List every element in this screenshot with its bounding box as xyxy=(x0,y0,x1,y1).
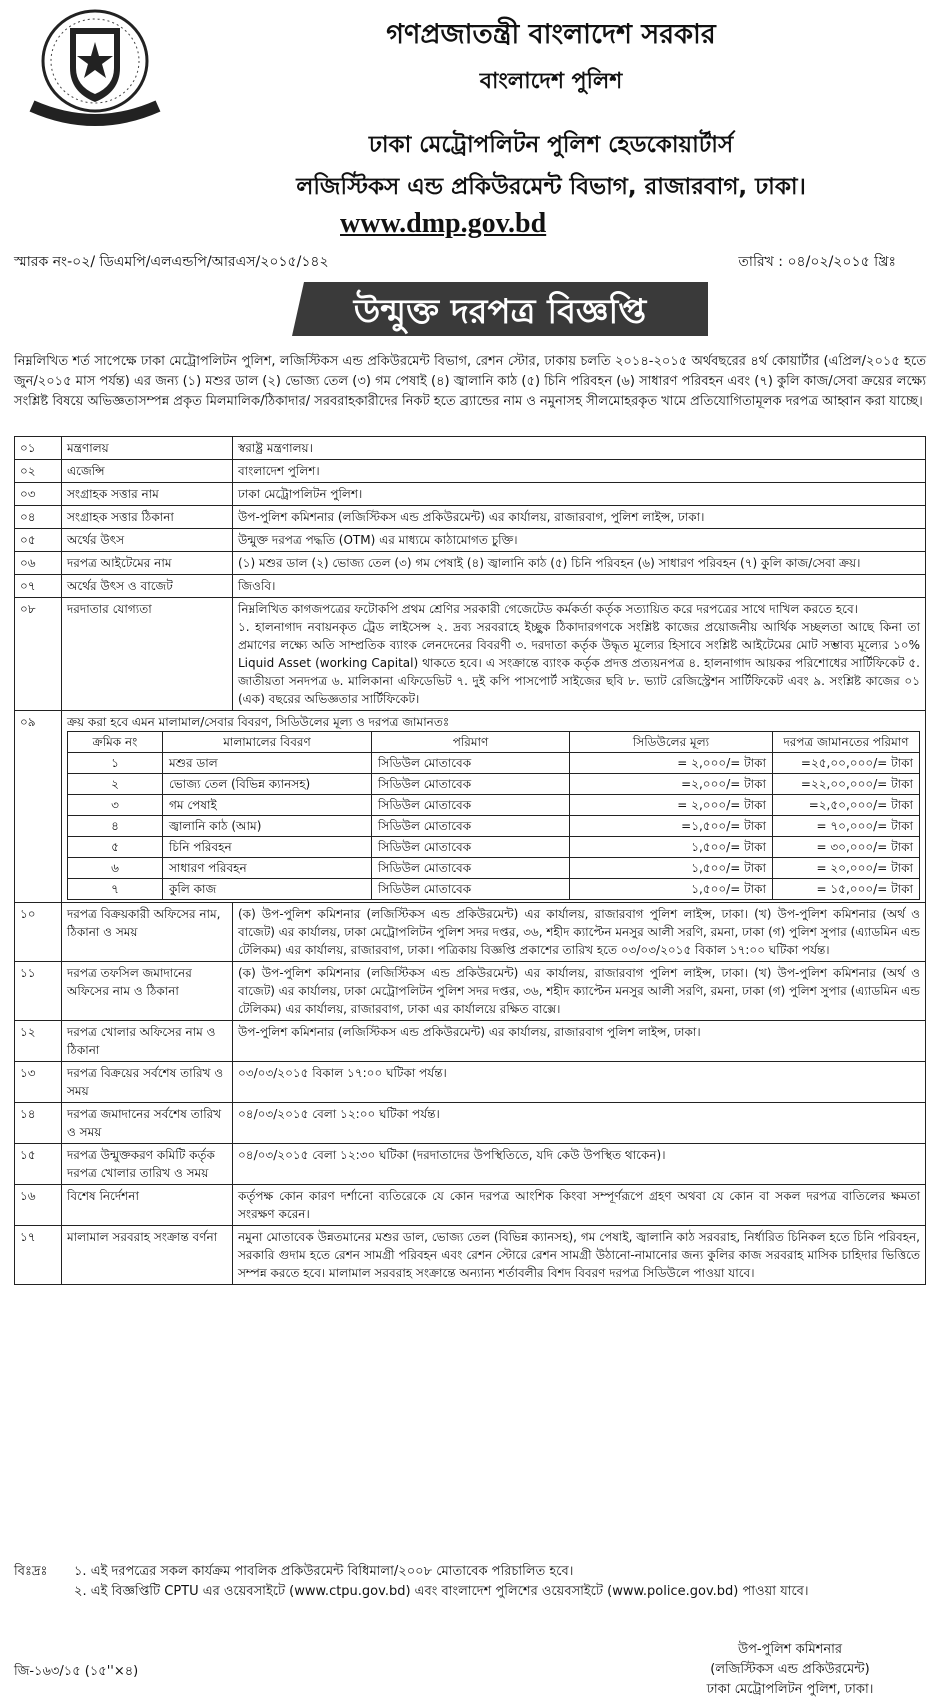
schedule-caption: ক্রয় করা হবে এমন মালামাল/সেবার বিবরণ, সিডিউলের মূল্য ও দরপত্র জামানতঃ xyxy=(67,715,450,729)
note-item: ১. এই দরপত্রের সকল কার্যক্রম পাবলিক প্রকিউরমেন্ট বিধিমালা/২০০৮ মোতাবেক পরিচালিত হবে। xyxy=(74,1564,574,1579)
security-cell: =২২,০০,০০০/= টাকা xyxy=(773,774,920,795)
row-label: অর্থের উৎস xyxy=(62,529,233,552)
row-label: অর্থের উৎস ও বাজেট xyxy=(62,575,233,598)
row-label: দরপত্র খোলার অফিসের নাম ও ঠিকানা xyxy=(62,1021,233,1062)
table-row xyxy=(15,1226,926,1285)
item-cell: জ্বালানি কাঠ (আম) xyxy=(163,816,372,837)
quantity-cell: সিডিউল মোতাবেক xyxy=(372,858,570,879)
table-row xyxy=(15,437,926,460)
row-label: সংগ্রাহক সত্তার নাম xyxy=(62,483,233,506)
row-value: উন্মুক্ত দরপত্র পদ্ধতি (OTM) এর মাধ্যমে কাঠামোগত চুক্তি। xyxy=(233,529,926,552)
eligibility-documents: ১. হালনাগাদ নবায়নকৃত ট্রেড লাইসেন্স ২. দ্রব্য সরবরাহে ইচ্ছুক ঠিকাদারগণকে সংশ্লিষ্ট কাজের প্রয়োজনীয় আর্থিক সচ্ছলতা আছে কিনা তা প্রমাণের লক্ষ্যে অতি সাম্প্রতিক ব্যাংক লেনদেনের বিবরণী ৩. দরদাতা কর্তৃক উদ্ধৃত মূল্যের হিসাবে সংশ্লিষ্ট আইটেমের মোট সম্ভাব্য মূল্যের ১০% Liquid Asset (working Capital) থাকতে হবে। এ সংক্রান্তে ব্যাংক কর্তৃক প্রদত্ত প্রত্যয়নপত্র ৪. হালনাগাদ আয়কর পরিশোধের সার্টিফিকেট ৫. জাতীয়তা সনদপত্র ৬. মালিকানা এফিডেভিট ৭. দুই কপি পাসপোর্ট সাইজের ছবি ৮. ভ্যাট রেজিস্ট্রেশন সার্টিফিকেট এবং ৯. সংশ্লিষ্ট কাজের ০১ (এক) বছরের অভিজ্ঞতার সার্টিফিকেট। xyxy=(238,620,920,706)
security-cell: =২,৫০,০০০/= টাকা xyxy=(773,795,920,816)
website-link[interactable]: www.dmp.gov.bd xyxy=(340,208,547,239)
table-row xyxy=(15,1021,926,1062)
col-header-quantity: পরিমাণ xyxy=(372,732,570,753)
notice-date: তারিখ : ০৪/০২/২০১৫ খ্রিঃ xyxy=(738,254,896,270)
serial-cell: ৬ xyxy=(68,858,163,879)
notes-body xyxy=(74,1562,926,1602)
schedule-row xyxy=(68,816,920,837)
quantity-cell: সিডিউল মোতাবেক xyxy=(372,774,570,795)
schedule-price-cell: =২,০০০/= টাকা xyxy=(570,774,773,795)
col-header-item: মালামালের বিবরণ xyxy=(163,732,372,753)
table-row xyxy=(15,1062,926,1103)
schedule-price-cell: ১,৫০০/= টাকা xyxy=(570,837,773,858)
serial-cell: ৪ xyxy=(68,816,163,837)
table-row xyxy=(15,575,926,598)
table-row xyxy=(15,598,926,711)
dmp-logo xyxy=(20,6,170,134)
row-label: দরদাতার যোগ্যতা xyxy=(62,598,233,711)
police-title: বাংলাদেশ পুলিশ xyxy=(479,69,623,94)
schedule-price-cell: = ২,০০০/= টাকা xyxy=(570,795,773,816)
item-cell: মশুর ডাল xyxy=(163,753,372,774)
row-value: জিওবি। xyxy=(233,575,926,598)
row-value: কর্তৃপক্ষ কোন কারণ দর্শানো ব্যতিরেকে যে কোন দরপত্র আংশিক কিংবা সম্পূর্ণরূপে গ্রহণ অথবা যে কোন বা সকল দরপত্র বাতিলের ক্ষমতা সংরক্ষণ করেন। xyxy=(233,1185,926,1226)
row-value: (ক) উপ-পুলিশ কমিশনার (লজিস্টিকস এন্ড প্রকিউরমেন্ট) এর কার্যালয়, রাজারবাগ পুলিশ লাইন্স, ঢাকা। (খ) উপ-পুলিশ কমিশনার (অর্থ ও বাজেট) এর কার্যালয়, ঢাকা মেট্রোপলিটন পুলিশ সদর দপ্তর, ৩৬, শহীদ ক্যাপ্টেন মনসুর আলী সরণি, রমনা, ঢাকা (গ) পুলিশ সুপার (এ্যাডমিন এন্ড টেলিকম) এর কার্যালয়, রাজারবাগ, ঢাকা এর কার্যালয়ে রক্ষিত বাক্সে। xyxy=(233,962,926,1021)
schedule-body xyxy=(68,753,920,900)
row-value: (ক) উপ-পুলিশ কমিশনার (লজিস্টিকস এন্ড প্রকিউরমেন্ট) এর কার্যালয়, রাজারবাগ পুলিশ লাইন্স, ঢাকা। (খ) উপ-পুলিশ কমিশনার (অর্থ ও বাজেট) এর কার্যালয়, ঢাকা মেট্রোপলিটন পুলিশ সদর দপ্তর, ৩৬, শহীদ ক্যাপ্টেন মনসুর আলী সরণি, রমনা, ঢাকা (গ) পুলিশ সুপার (এ্যাডমিন এন্ড টেলিকম) এর কার্যালয়, রাজারবাগ, ঢাকা। পত্রিকায় বিজ্ঞপ্তি প্রকাশের তারিখ হতে ০৩/০৩/২০১৫ বিকাল ১৭:০০ ঘটিকা পর্যন্ত। xyxy=(233,903,926,962)
col-header-schedule-price: সিডিউলের মূল্য xyxy=(570,732,773,753)
row-number: ০৯ xyxy=(15,711,62,903)
security-cell: = ৩০,০০০/= টাকা xyxy=(773,837,920,858)
tender-details-table xyxy=(14,436,926,1285)
eligibility-intro: নিম্নলিখিত কাগজপত্রের ফটোকপি প্রথম শ্রেণির সরকারী গেজেটেড কর্মকর্তা কর্তৃক সত্যায়িত করে দরপত্রের সাথে দাখিল করতে হবে। xyxy=(238,602,858,616)
col-header-serial: ক্রমিক নং xyxy=(68,732,163,753)
row-number: ১৪ xyxy=(15,1103,62,1144)
quantity-cell: সিডিউল মোতাবেক xyxy=(372,795,570,816)
row-label: সংগ্রাহক সত্তার ঠিকানা xyxy=(62,506,233,529)
item-cell: ভোজ্য তেল (বিভিন্ন ক্যানসহ) xyxy=(163,774,372,795)
notes-heading: বিঃদ্রঃ xyxy=(14,1564,48,1579)
row-value: ০৪/০৩/২০১৫ বেলা ১২:৩০ ঘটিকা (দরদাতাদের উপস্থিতিতে, যদি কেউ উপস্থিত থাকেন)। xyxy=(233,1144,926,1185)
row-value: ০৪/০৩/২০১৫ বেলা ১২:০০ ঘটিকা পর্যন্ত। xyxy=(233,1103,926,1144)
row-value: ০৩/০৩/২০১৫ বিকাল ১৭:০০ ঘটিকা পর্যন্ত। xyxy=(233,1062,926,1103)
banner-title: উন্মুক্ত দরপত্র বিজ্ঞপ্তি xyxy=(353,292,647,332)
security-cell: =২৫,০০,০০০/= টাকা xyxy=(773,753,920,774)
row-label: দরপত্র বিক্রয়ের সর্বশেষ তারিখ ও সময় xyxy=(62,1062,233,1103)
item-cell: কুলি কাজ xyxy=(163,879,372,900)
row-label: দরপত্র জমাদানের সর্বশেষ তারিখ ও সময় xyxy=(62,1103,233,1144)
row-number: ০২ xyxy=(15,460,62,483)
row-number: ০১ xyxy=(15,437,62,460)
table-row xyxy=(15,1103,926,1144)
row-value: (১) মশুর ডাল (২) ভোজ্য তেল (৩) গম পেষাই (৪) জ্বালানি কাঠ (৫) চিনি পরিবহন (৬) সাধারণ পরিবহন (৭) কুলি কাজ/সেবা ক্রয়। xyxy=(233,552,926,575)
table-row xyxy=(15,483,926,506)
memo-number: স্মারক নং-০২/ ডিএমপি/এলএন্ডপি/আরএস/২০১৫/১৪২ xyxy=(14,254,329,270)
row-number: ১৫ xyxy=(15,1144,62,1185)
schedule-row xyxy=(68,795,920,816)
footer-reference: জি-১৬৩/১৫ (১৫''×৪) xyxy=(14,1664,139,1679)
item-cell: সাধারণ পরিবহন xyxy=(163,858,372,879)
row-value: নমুনা মোতাবেক উন্নতমানের মশুর ডাল, ভোজ্য তেল (বিভিন্ন ক্যানসহ), গম পেষাই, জ্বালানি কাঠ সরবরাহ, নির্ধারিত চিনিকল হতে চিনি পরিবহন, সরকারি গুদাম হতে রেশন সামগ্রী পরিবহন এবং রেশন স্টোরে রেশন সামগ্রী উঠানো-নামানোর জন্য কুলির কাজ সরবরাহ মাসিক চাহিদার ভিত্তিতে সম্পন্ন করতে হবে। মালামাল সরবরাহ সংক্রান্তে অন্যান্য শর্তাবলীর বিশদ বিবরণ দরপত্র সিডিউলে পাওয়া যাবে। xyxy=(233,1226,926,1285)
serial-cell: ১ xyxy=(68,753,163,774)
row-value: বাংলাদেশ পুলিশ। xyxy=(233,460,926,483)
schedule-row xyxy=(68,774,920,795)
row-label: দরপত্র উন্মুক্তকরণ কমিটি কর্তৃক দরপত্র খোলার তারিখ ও সময় xyxy=(62,1144,233,1185)
row-label: দরপত্র আইটেমের নাম xyxy=(62,552,233,575)
row-number: ০৬ xyxy=(15,552,62,575)
table-row xyxy=(15,529,926,552)
row-number: ০৫ xyxy=(15,529,62,552)
notes-section xyxy=(14,1562,926,1602)
schedule-header-row xyxy=(68,732,920,753)
department-title: লজিস্টিকস এন্ড প্রকিউরমেন্ট বিভাগ, রাজারবাগ, ঢাকা। xyxy=(296,174,806,200)
schedule-row xyxy=(68,879,920,900)
quantity-cell: সিডিউল মোতাবেক xyxy=(372,837,570,858)
serial-cell: ৭ xyxy=(68,879,163,900)
row-number: ০৮ xyxy=(15,598,62,711)
row-label: বিশেষ নির্দেশনা xyxy=(62,1185,233,1226)
row-label: মন্ত্রণালয় xyxy=(62,437,233,460)
quantity-cell: সিডিউল মোতাবেক xyxy=(372,753,570,774)
security-cell: = ৭০,০০০/= টাকা xyxy=(773,816,920,837)
row-number: ০৪ xyxy=(15,506,62,529)
row-number: ০৭ xyxy=(15,575,62,598)
schedule-row xyxy=(68,753,920,774)
schedule-price-cell: ১,৫০০/= টাকা xyxy=(570,858,773,879)
row-value: স্বরাষ্ট্র মন্ত্রণালয়। xyxy=(233,437,926,460)
table-row xyxy=(15,552,926,575)
serial-cell: ২ xyxy=(68,774,163,795)
quantity-cell: সিডিউল মোতাবেক xyxy=(372,879,570,900)
schedule-row xyxy=(68,858,920,879)
row-value xyxy=(62,711,926,903)
hq-title: ঢাকা মেট্রোপলিটন পুলিশ হেডকোয়ার্টার্স xyxy=(368,132,734,158)
item-cell: গম পেষাই xyxy=(163,795,372,816)
row-number: ১৬ xyxy=(15,1185,62,1226)
schedule-price-cell: = ২,০০০/= টাকা xyxy=(570,753,773,774)
signatory-office: ঢাকা মেট্রোপলিটন পুলিশ, ঢাকা। xyxy=(706,1682,874,1697)
table-row xyxy=(15,962,926,1021)
note-item: ২. এই বিজ্ঞপ্তিটি CPTU এর ওয়েবসাইটে (www.ctpu.gov.bd) এবং বাংলাদেশ পুলিশের ওয়েবসাইটে (www.police.gov.bd) পাওয়া যাবে। xyxy=(74,1584,809,1599)
serial-cell: ৩ xyxy=(68,795,163,816)
row-number: ০৩ xyxy=(15,483,62,506)
row-label: মালামাল সরবরাহ সংক্রান্ত বর্ণনা xyxy=(62,1226,233,1285)
row-label: এজেন্সি xyxy=(62,460,233,483)
row-value: ঢাকা মেট্রোপলিটন পুলিশ। xyxy=(233,483,926,506)
row-value xyxy=(233,598,926,711)
signature-block xyxy=(640,1640,940,1700)
quantity-cell: সিডিউল মোতাবেক xyxy=(372,816,570,837)
row-label: দরপত্র বিক্রয়কারী অফিসের নাম, ঠিকানা ও সময় xyxy=(62,903,233,962)
govt-title: গণপ্রজাতন্ত্রী বাংলাদেশ সরকার xyxy=(386,19,716,50)
schedule-row xyxy=(68,837,920,858)
row-number: ১১ xyxy=(15,962,62,1021)
row-number: ১০ xyxy=(15,903,62,962)
schedule-price-cell: ১,৫০০/= টাকা xyxy=(570,879,773,900)
signatory-title: উপ-পুলিশ কমিশনার xyxy=(737,1642,843,1657)
schedule-table xyxy=(67,731,920,900)
table-row xyxy=(15,460,926,483)
security-cell: = ২০,০০০/= টাকা xyxy=(773,858,920,879)
table-row xyxy=(15,711,926,903)
row-value: উপ-পুলিশ কমিশনার (লজিস্টিকস এন্ড প্রকিউরমেন্ট) এর কার্যালয়, রাজারবাগ পুলিশ লাইন্স, ঢাকা। xyxy=(233,1021,926,1062)
table-row xyxy=(15,1144,926,1185)
row-number: ১৭ xyxy=(15,1226,62,1285)
security-cell: = ১৫,০০০/= টাকা xyxy=(773,879,920,900)
table-row xyxy=(15,903,926,962)
notice-banner xyxy=(290,280,710,338)
row-value: উপ-পুলিশ কমিশনার (লজিস্টিকস এন্ড প্রকিউরমেন্ট) এর কার্যালয়, রাজারবাগ, পুলিশ লাইন্স, ঢাকা। xyxy=(233,506,926,529)
col-header-security: দরপত্র জামানতের পরিমাণ xyxy=(773,732,920,753)
table-row xyxy=(15,1185,926,1226)
row-number: ১২ xyxy=(15,1021,62,1062)
table-row xyxy=(15,506,926,529)
signatory-division: (লজিস্টিকস এন্ড প্রকিউরমেন্ট) xyxy=(710,1662,870,1677)
row-label: দরপত্র তফসিল জমাদানের অফিসের নাম ও ঠিকানা xyxy=(62,962,233,1021)
intro-paragraph: নিম্নলিখিত শর্ত সাপেক্ষে ঢাকা মেট্রোপলিটন পুলিশ, লজিস্টিকস এন্ড প্রকিউরমেন্ট বিভাগ, রেশন স্টোর, ঢাকায় চলতি ২০১৪-২০১৫ অর্থবছরের ৪র্থ কোয়ার্টার (এপ্রিল/২০১৫ হতে জুন/২০১৫ মাস পর্যন্ত) এর জন্য (১) মশুর ডাল (২) ভোজ্য তেল (৩) গম পেষাই (৪) জ্বালানি কাঠ (৫) চিনি পরিবহন (৬) সাধারণ পরিবহন এবং (৭) কুলি কাজ/সেবা ক্রয়ের লক্ষ্যে সংশ্লিষ্ট বিষয়ে অভিজ্ঞতাসম্পন্ন প্রকৃত মিলমালিক/ঠিকাদার/ সরবরাহকারীদের নিকট হতে ব্র্যান্ডের নাম ও নমুনাসহ সীলমোহরকৃত খামে প্রতিযোগিতামূলক দরপত্র আহ্বান করা যাচ্ছে। xyxy=(14,354,926,409)
item-cell: চিনি পরিবহন xyxy=(163,837,372,858)
row-number: ১৩ xyxy=(15,1062,62,1103)
serial-cell: ৫ xyxy=(68,837,163,858)
schedule-price-cell: =১,৫০০/= টাকা xyxy=(570,816,773,837)
